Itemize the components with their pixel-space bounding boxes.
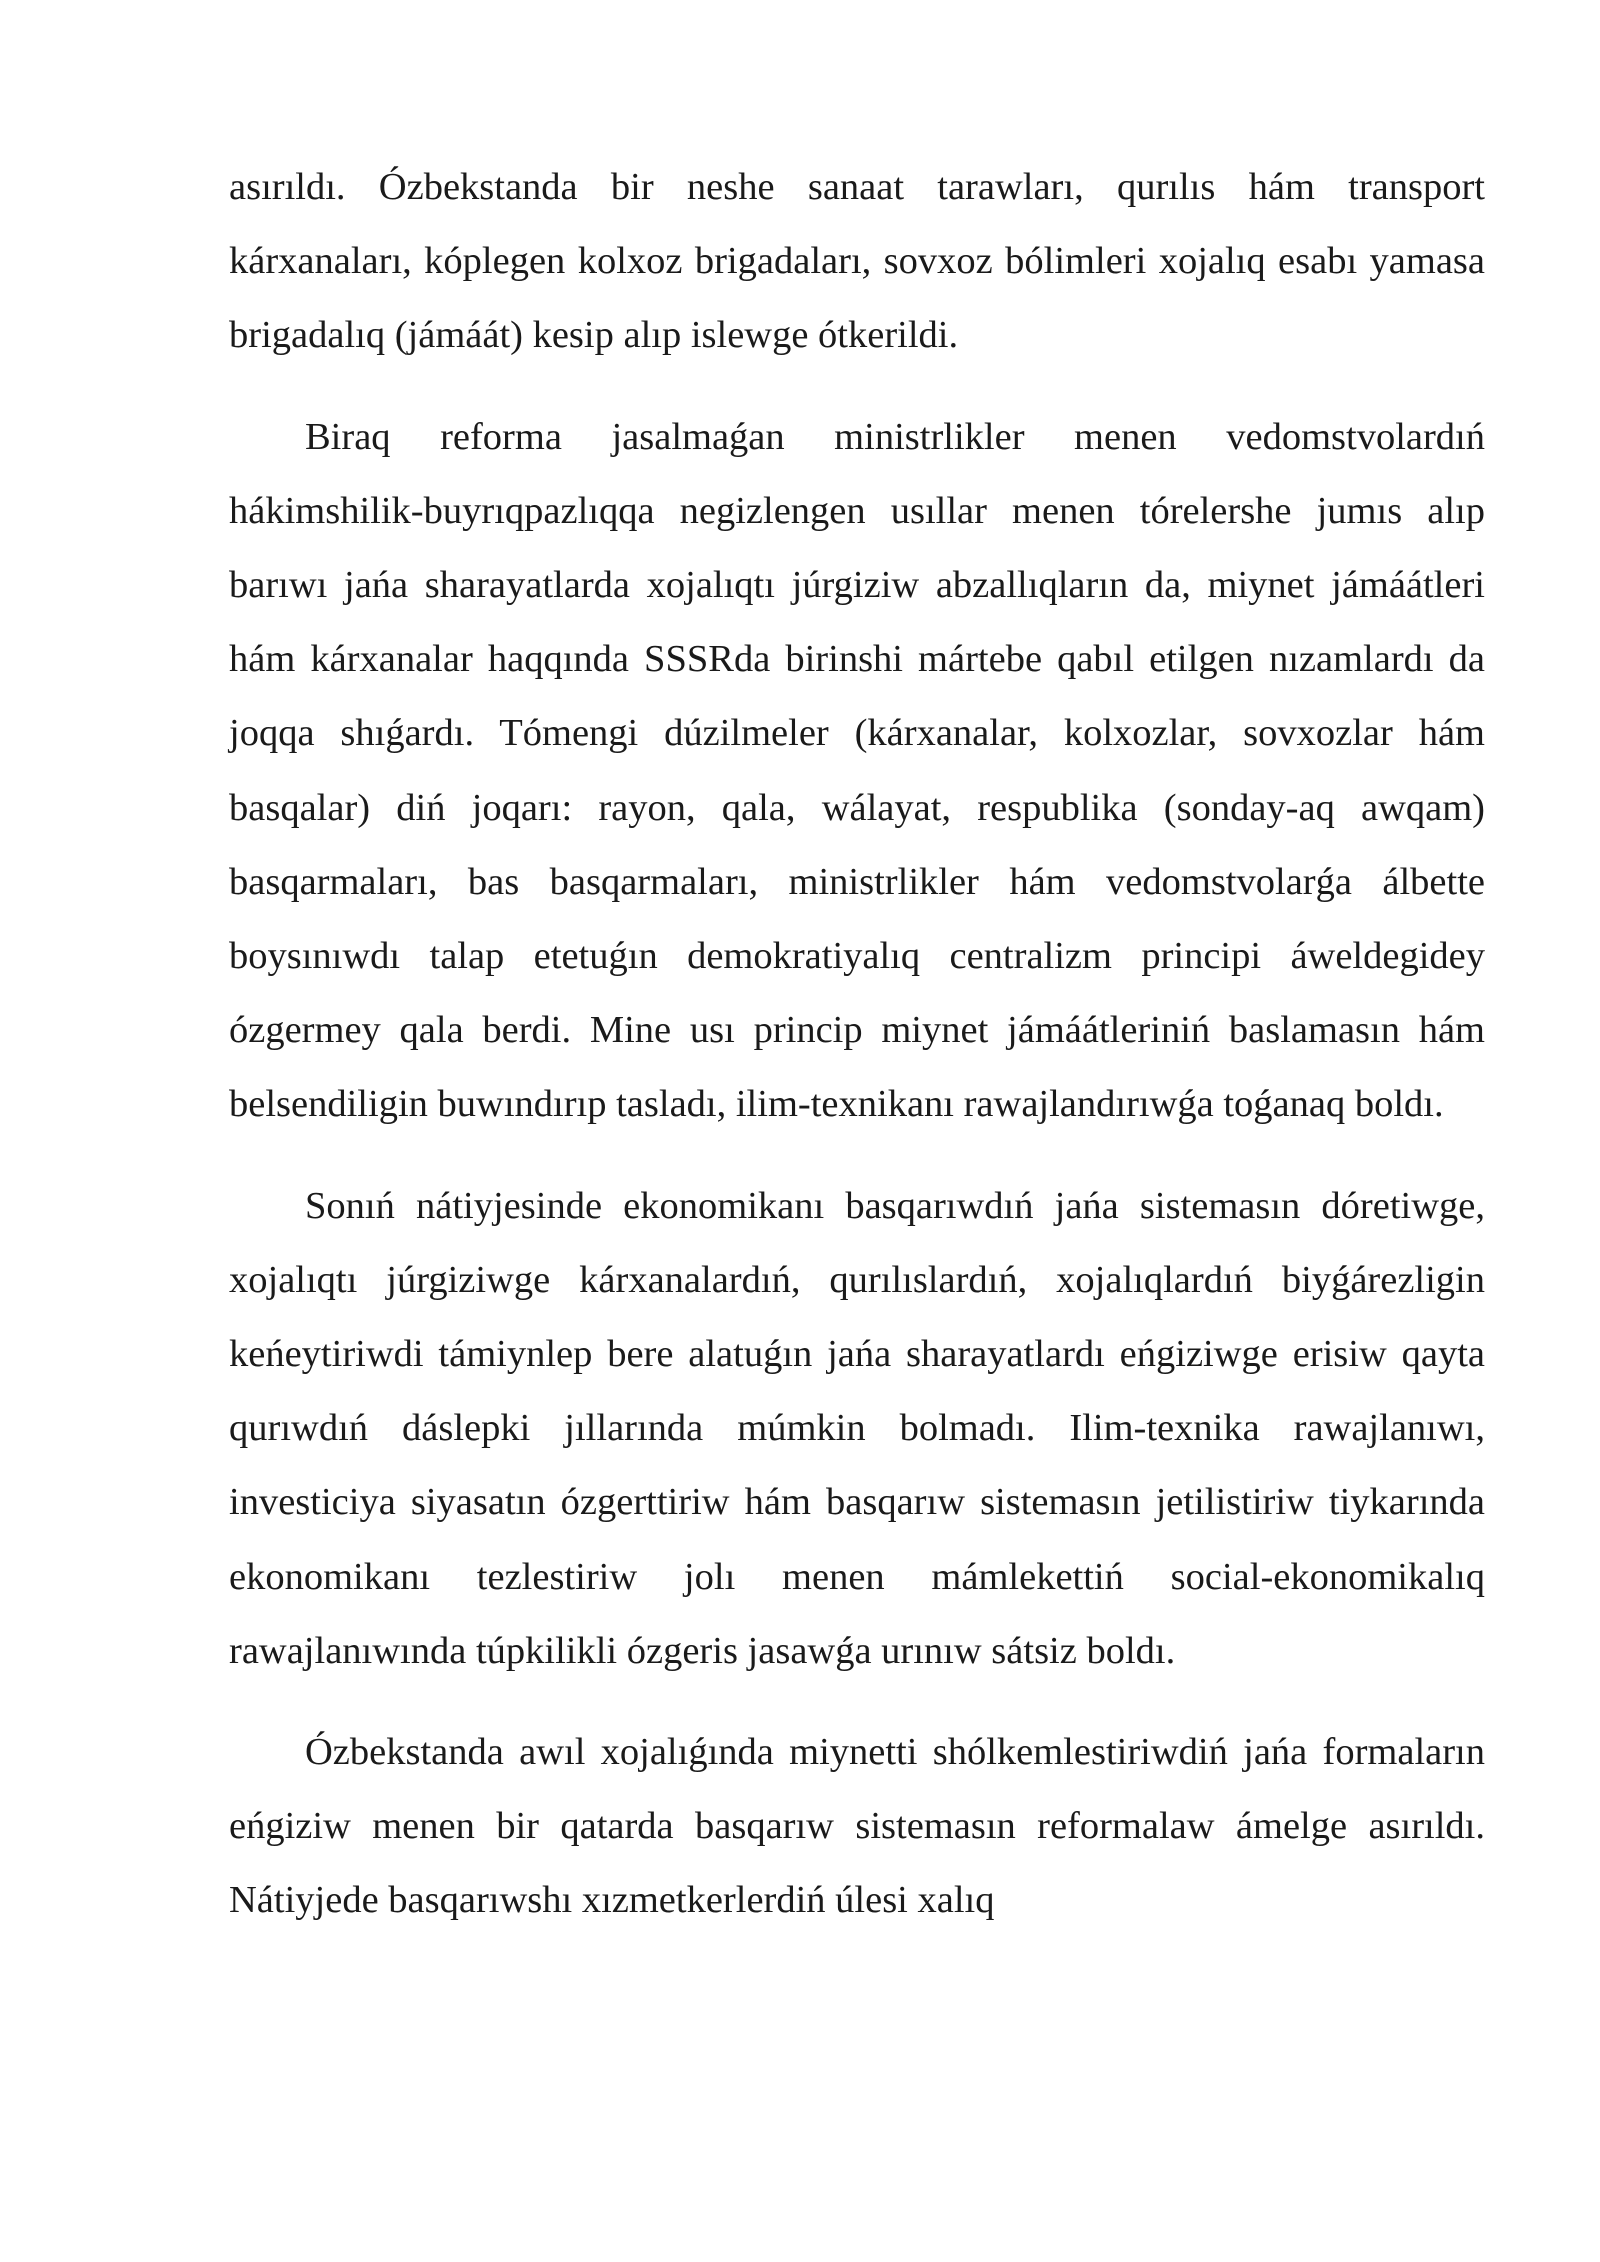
paragraph-reform-ministries: Biraq reforma jasalmaǵan ministrlikler menen vedomstvolardıń hákimshilik-buyrıqpazlıqqa negizlengen usıllar menen tórelershe jumıs alıp barıwı jańa sharayatlarda xojalıqtı júrgiziw abzallıqların da, miynet jámáátleri hám kárxanalar haqqında SSSRda birinshi mártebe qabıl etilgen nızamlardı da joqqa shıǵardı. Tómengi dúzilmeler (kárxanalar, kolxozlar, sovxozlar hám basqalar) diń joqarı: rayon, qala, wálayat, respublika (sonday-aq awqam) basqarmaları, bas basqarmaları, ministrlikler hám vedomstvolarǵa álbette boysınıwdı talap etetuǵın demokratiyalıq centralizm principi áweldegidey ózgermey qala berdi. Mine usı princip miynet jámáátleriniń baslamasın hám belsendiligin buwındırıp tasladı, ilim-texnikanı rawajlandırıwǵa toǵanaq boldı.: [229, 415, 1485, 1126]
paragraph-continuation: asırıldı. Ózbekstanda bir neshe sanaat tarawları, qurılıs hám transport kárxanaları, kóplegen kolxoz brigadaları, sovxoz bólimleri xojalıq esabı yamasa brigadalıq (jámáát) kesip alıp islewge ótkerildi.: [229, 166, 1485, 357]
paragraph-results: Sonıń nátiyjesinde ekonomikanı basqarıwdıń jańa sistemasın dóretiwge, xojalıqtı júrgiziwge kárxanalardıń, qurılıslardıń, xojalıqlardıń biyǵárezligin keńeytiriwdi támiynlep bere alatuǵın jańa sharayatlardı eńgiziwge erisiw qayta qurıwdıń dáslepki jıllarında múmkin bolmadı. Ilim-texnika rawajlanıwı, investiciya siyasatın ózgerttiriw hám basqarıw sistemasın jetilistiriw tiykarında ekonomikanı tezlestiriw jolı menen mámlekettiń social-ekonomikalıq rawajlanıwında túpkilikli ózgeris jasawǵa urınıw sátsiz boldı.: [229, 1184, 1485, 1672]
paragraph-agriculture: Ózbekstanda awıl xojalıǵında miynetti shólkemlestiriwdiń jańa formaların eńgiziw menen bir qatarda basqarıw sistemasın reformalaw ámelge asırıldı. Nátiyjede basqarıwshı xızmetkerlerdiń úlesi xalıq: [229, 1731, 1485, 1922]
document-page: [229, 150, 1485, 1938]
